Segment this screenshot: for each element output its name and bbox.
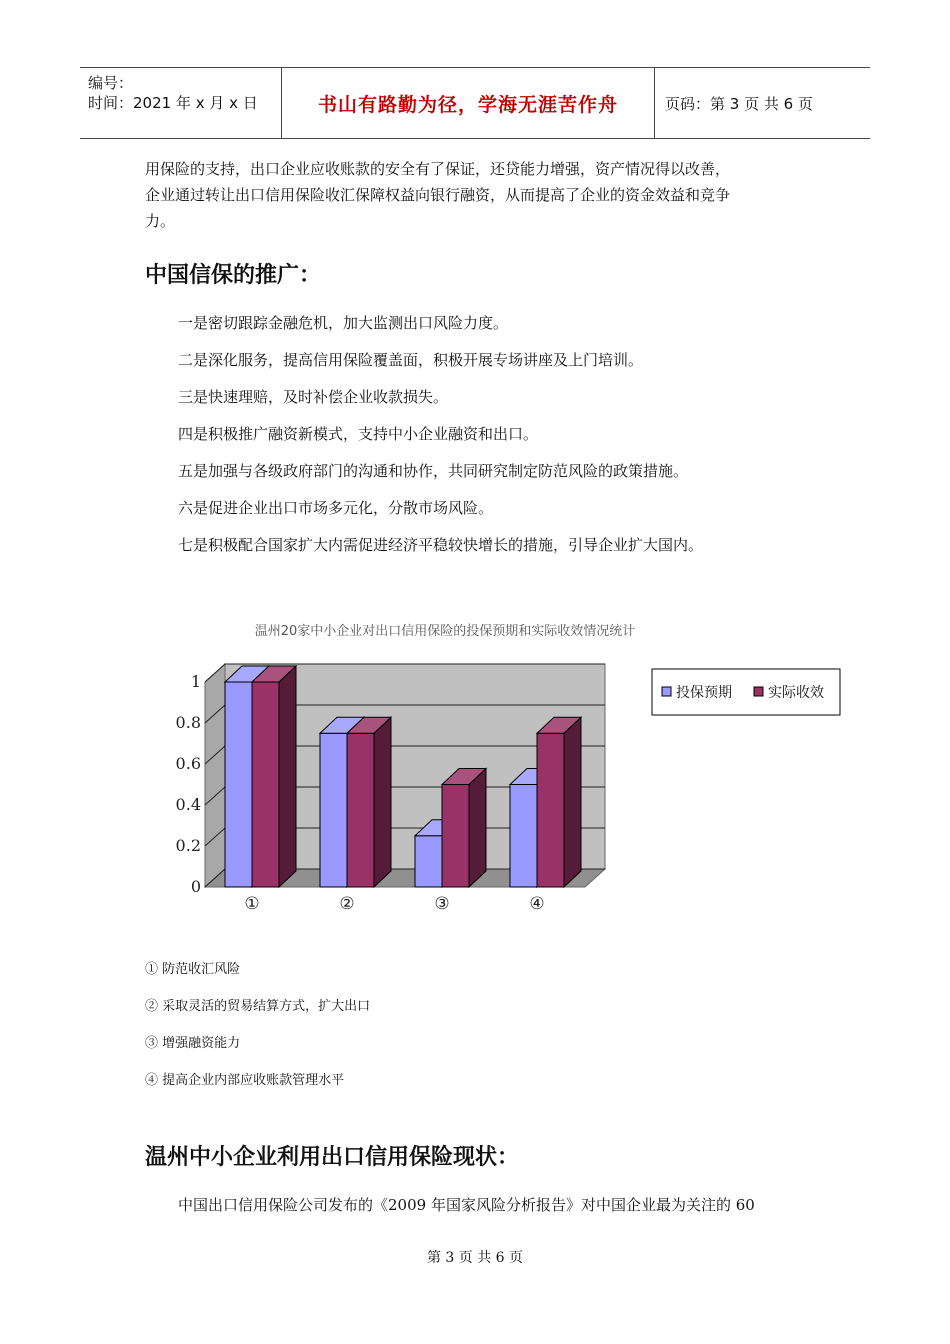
page-footer: 第 3 页 共 6 页 — [426, 1250, 524, 1266]
chart-ytick-label: 0.6 — [175, 754, 201, 773]
chart-ytick-label: 0.8 — [175, 713, 201, 732]
header-meta — [80, 68, 282, 138]
intro-line: 用保险的支持，出口企业应收账款的安全有了保证，还贷能力增强，资产情况得以改善， — [145, 160, 731, 178]
chart-bar-front — [537, 733, 564, 887]
section2-title: 温州中小企业利用出口信用保险现状： — [145, 1145, 520, 1170]
chart-note: ① 防范收汇风险 — [145, 962, 241, 977]
chart-note: ④ 提高企业内部应收账款管理水平 — [145, 1073, 345, 1088]
list-item: 二是深化服务，提高信用保险覆盖面，积极开展专场讲座及上门培训。 — [178, 351, 644, 369]
header-date: 时间：2021 年 x 月 x 日 — [88, 94, 258, 112]
chart-bar-side — [279, 666, 296, 887]
chart-side-wall — [205, 664, 225, 887]
chart-bar-front — [347, 733, 374, 887]
intro-line: 企业通过转让出口信用保险收汇保障权益向银行融资，从而提高了企业的资金效益和竞争 — [145, 186, 731, 204]
header-page-number: 页码：第 3 页 共 6 页 — [665, 94, 813, 113]
chart-bar-front — [225, 682, 252, 887]
list-item: 六是促进企业出口市场多元化，分散市场风险。 — [178, 499, 494, 517]
chart-bar-front — [510, 785, 537, 888]
chart-bar-front — [252, 682, 279, 887]
chart-bar-front — [442, 785, 469, 888]
chart-ytick-label: 0.2 — [175, 836, 201, 855]
chart-bar-front — [415, 836, 442, 887]
section2-paragraph: 中国出口信用保险公司发布的《2009 年国家风险分析报告》对中国企业最为关注的 60 — [178, 1196, 755, 1214]
chart-bar-front — [320, 733, 347, 887]
list-item: 七是积极配合国家扩大内需促进经济平稳较快增长的措施，引导企业扩大国内。 — [178, 536, 704, 554]
chart-category-label: ② — [339, 894, 355, 914]
chart-note: ② 采取灵活的贸易结算方式，扩大出口 — [145, 999, 371, 1014]
chart-title: 温州20家中小企业对出口信用保险的投保预期和实际收效情况统计 — [254, 624, 636, 639]
chart-bar-side — [374, 717, 391, 887]
chart-note: ③ 增强融资能力 — [145, 1036, 241, 1051]
chart-ytick-label: 0.4 — [175, 795, 201, 814]
chart-ytick-label: 1 — [190, 672, 201, 691]
chart-legend-label: 实际收效 — [768, 685, 824, 701]
bar-chart — [160, 610, 860, 920]
list-item: 一是密切跟踪金融危机，加大监测出口风险力度。 — [178, 314, 509, 332]
chart-category-label: ③ — [434, 894, 450, 914]
chart-ytick-label: 0 — [190, 877, 201, 896]
chart-legend-swatch — [662, 687, 671, 696]
page-header — [80, 67, 870, 139]
chart-legend-label: 投保预期 — [676, 685, 732, 701]
section1-title: 中国信保的推广： — [145, 263, 322, 288]
chart-legend-swatch — [754, 687, 763, 696]
chart-bar-side — [564, 717, 581, 887]
intro-paragraph — [145, 156, 810, 234]
intro-line: 力。 — [145, 212, 176, 230]
list-item: 三是快速理赔，及时补偿企业收款损失。 — [178, 388, 449, 406]
list-item: 四是积极推广融资新模式，支持中小企业融资和出口。 — [178, 425, 539, 443]
list-item: 五是加强与各级政府部门的沟通和协作，共同研究制定防范风险的政策措施。 — [178, 462, 689, 480]
chart-category-label: ① — [244, 894, 260, 914]
header-number: 编号： — [88, 74, 134, 92]
chart-category-label: ④ — [529, 894, 545, 914]
header-motto: 书山有路勤为径，学海无涯苦作舟 — [282, 68, 655, 138]
chart-svg — [160, 610, 860, 920]
chart-bar-side — [469, 769, 486, 888]
